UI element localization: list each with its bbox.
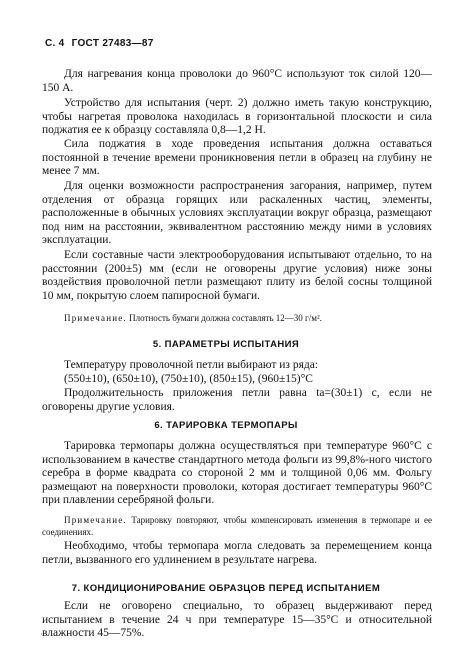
- section-6-heading: 6. ТАРИРОВКА ТЕРМОПАРЫ: [154, 420, 298, 431]
- running-header: [45, 38, 154, 49]
- note-label: Примечание.: [64, 515, 127, 525]
- paragraph-thermocouple-follow: Необходимо, чтобы термопара могла следовать за перемещением конца петли, вызванного его удлинением в результате нагрева.: [42, 540, 432, 566]
- paragraph-application-time: Продолжительность приложения петли равна tа=(30±1) с, если не оговорены другие условия.: [42, 387, 432, 413]
- note-text: Тарировку повторяют, чтобы компенсировать изменения в термопаре и ее соединениях.: [42, 515, 432, 537]
- paragraph-heating-current: Для нагревания конца проволоки до 960°С используют ток силой 120—150 А.: [42, 68, 432, 94]
- paragraph-device-design: Устройство для испытания (черт. 2) должно иметь такую конструкцию, чтобы нагретая проволока находилась в горизонтальной плоскости и сила поджатия ее к образцу составляла 0,8—1,2 Н.: [42, 97, 432, 137]
- scan-speck: ·: [40, 630, 43, 639]
- temperature-intro: Температуру проволочной петли выбирают из ряда:: [64, 359, 319, 371]
- note-paper-density: [42, 312, 432, 324]
- note-text: Плотность бумаги должна составлять 12—30 г/м².: [129, 313, 322, 323]
- paragraph-conditioning: Если не оговорено специально, то образец выдерживают перед испытанием в течение 24 ч при температуре 15—35°С и относительной влажности 45—75%.: [42, 600, 432, 640]
- temperature-values: (550±10), (650±10), (750±10), (850±15), (960±15)°С: [64, 372, 313, 385]
- standard-code: ГОСТ 27483—87: [71, 38, 154, 49]
- paragraph-temperature-range: [42, 359, 432, 386]
- section-7-heading: 7. КОНДИЦИОНИРОВАНИЕ ОБРАЗЦОВ ПЕРЕД ИСПЫТАНИЕМ: [71, 583, 381, 594]
- paragraph-flame-spread: Для оценки возможности распространения загорания, например, путем отделения от образца горящих или раскаленных частиц, элементы, расположенные в обычных условиях эксплуатации вокруг образца, размещают под ним на расстоянии, эквивалентном расстоянию между ними в условиях эксплуатации.: [42, 180, 432, 247]
- note-calibration-repeat: [42, 514, 432, 538]
- section-5-heading: 5. ПАРАМЕТРЫ ИСПЫТАНИЯ: [152, 339, 300, 350]
- paragraph-contact-force: Сила поджатия в ходе проведения испытания должна оставаться постоянной в течение времени проникновения петли в образец на глубину не менее 7 мм.: [42, 138, 432, 178]
- paragraph-calibration: Тарировка термопары должна осуществляться при температуре 960°С с использованием в качестве стандартного метода фольги из 99,8%-ного чистого серебра в форме квадрата со стороной 2 мм и толщиной 0,06 мм. Фольгу размещают на поверхности проволоки, которая достигает температуры 960°С при плавлении серебряной фольги.: [42, 440, 432, 507]
- page-number: С. 4: [45, 38, 65, 49]
- note-label: Примечание.: [64, 313, 127, 323]
- paragraph-pine-board: Если составные части электрооборудования испытывают отдельно, то на расстоянии (200±5) мм (если не оговорены другие условия) ниже зоны воздействия проволочной петли размещают плиту из белой сосны толщиной 10 мм, покрытую слоем папиросной бумаги.: [42, 249, 432, 302]
